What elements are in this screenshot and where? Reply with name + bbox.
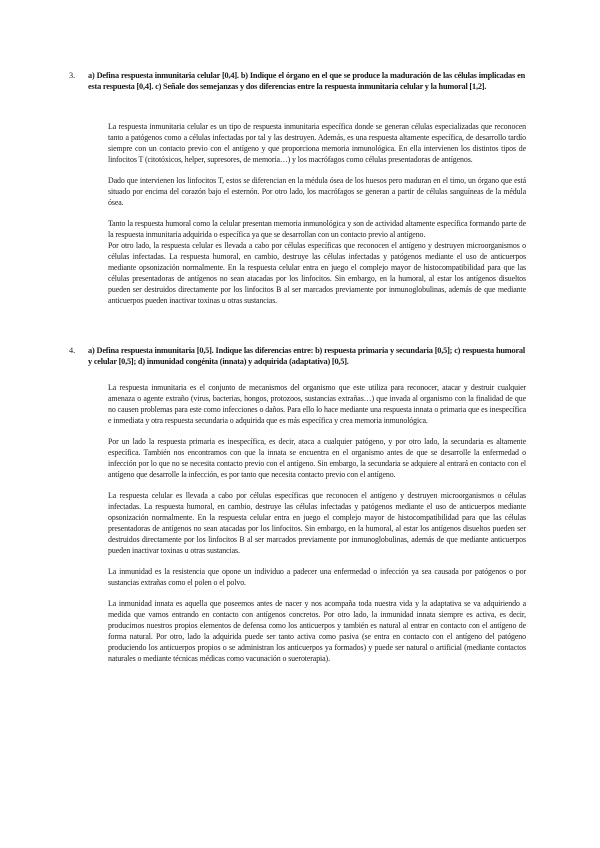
question-4-text: a) Defina respuesta inmunitaria [0,5]. Indique las diferencias entre: b) respuesta primaria y secundaria [0,5]; c) respuesta humoral y celular [0,5]; d) inmunidad congénita (innata) y adquirida (adaptativa) [0,5]. — [88, 346, 525, 366]
question-3-number: 3. — [69, 71, 76, 80]
answer-4 — [108, 382, 526, 674]
answer-3-paragraph-2: Dado que intervienen los linfocitos T, estos se diferencian en la médula ósea de los huesos pero maduran en el timo, un órgano que está situado por encima del corazón bajo el esternón. Por otro lado, los macrófagos se generan a partir de células sanguíneas de la médula ósea. — [108, 176, 526, 207]
answer-4-paragraph-2: Por un lado la respuesta primaria es inespecífica, es decir, ataca a cualquier patógeno, y por otro lado, la secundaria es altamente específica. También nos encontramos con que la innata se encuentra en el organismo antes de que se desarrolle la enfermedad o infección por lo que no se necesita contacto previo con el antígeno. Sin embargo, la secundaria se adquiere al entrará en contacto con el antígeno que desarrolle la infección, es por tanto que necesita contacto previo con el antígeno. — [108, 437, 526, 479]
answer-4-paragraph-3: La respuesta celular es llevada a cabo por células específicas que reconocen el antígeno y destruyen microorganismos o células infectadas. La respuesta humoral, en cambio, destruye las células infectadas y patógenos mediante el uso de anticuerpos mediante opsonización normalmente. En la respuesta celular entra en juego el complejo mayor de histocompatibilidad para que las células presentadoras de antígenos no sean atacadas por los linfocitos. Sin embargo, en la humoral, al estar los antígenos disueltos pueden ser destruidos directamente por los linfocitos B al ser marcados previamente por inmunoglobulinas, además de que mediante anticuerpos pueden inactivar toxinas u otras sustancias. — [108, 491, 526, 555]
answer-4-paragraph-1: La respuesta inmunitaria es el conjunto de mecanismos del organismo que este utiliza para reconocer, atacar y destruir cualquier amenaza o agente extraño (virus, bacterias, hongos, protozoos, sustancias extrañas…) que invada al organismo con la finalidad de que no causen problemas para este como infecciones o daños. Para ello lo hace mediante una respuesta innata o primaria que es inespecífica e inmediata y otra respuesta secundaria o adquirida que es más específica y crea memoria inmunológica. — [108, 383, 526, 425]
answer-3-paragraph-3: Tanto la respuesta humoral como la celular presentan memoria inmunológica y son de actividad altamente específica formando parte de la respuesta inmunitaria adquirida o específica ya que se desarrollan con un contacto previo al antígeno. — [108, 219, 526, 239]
answer-4-paragraph-5: La inmunidad innata es aquella que poseemos antes de nacer y nos acompaña toda nuestra vida y la adaptativa se va adquiriendo a medida que vamos entrando en contacto con antígenos concretos. Por otro lado, la inmunidad innata siempre es activa, es decir, producimos nuestros propios elementos de defensa como los anticuerpos y también es natural al entrar en contacto con el antígeno de forma natural. Por otro, lado la adquirida puede ser tanto activa como pasiva (se entra en contacto con el antígeno del patógeno produciendo los anticuerpos propios o se administran los anticuerpos ya formados) y puede ser natural o artificial (mediante contactos naturales o mediante técnicas médicas como vacunación o sueroterapia). — [108, 599, 526, 663]
question-3-text: a) Defina respuesta inmunitaria celular [0,4]. b) Indique el órgano en el que se produce la maduración de las células implicadas en esta respuesta [0,4]. c) Señale dos semejanzas y dos diferencias entre la respuesta inmunitaria celular y la humoral [1,2]. — [88, 71, 525, 91]
answer-4-paragraph-4: La inmunidad es la resistencia que opone un individuo a padecer una enfermedad o infección ya sea causada por patógenos o por sustancias extrañas como el polen o el polvo. — [108, 567, 526, 587]
question-4 — [69, 345, 525, 367]
answer-3-paragraph-4: Por otro lado, la respuesta celular es llevada a cabo por células específicas que reconocen el antígeno y destruyen microorganismos o células infectadas. La respuesta humoral, en cambio, destruye las células infectadas y patógenos mediante el uso de anticuerpos mediante opsonización normalmente. En la respuesta celular entra en juego el complejo mayor de histocompatibilidad para que las células presentadoras de antígenos no sean atacadas por los linfocitos. Sin embargo, en la humoral, al estar los antígenos disueltos pueden ser destruidos directamente por los linfocitos B al ser marcados previamente por inmunoglobulinas, además de que mediante anticuerpos pueden inactivar toxinas u otras sustancias. — [108, 241, 526, 305]
question-4-number: 4. — [69, 346, 76, 355]
answer-3 — [108, 121, 526, 316]
question-3 — [69, 70, 525, 92]
answer-3-paragraph-1: La respuesta inmunitaria celular es un tipo de respuesta inmunitaria específica donde se generan células especializadas que reconocen tanto a patógenos como a células infectadas por tal y las destruyen. Además, es una respuesta altamente específica, de desarrollo tardío siempre con un contacto previo con el antígeno y que proporciona memoria inmunológica. En ella intervienen los distintos tipos de linfocitos T (citotóxicos, helper, supresores, de memoria…) y los macrófagos como células presentadoras de antígenos. — [108, 122, 526, 164]
